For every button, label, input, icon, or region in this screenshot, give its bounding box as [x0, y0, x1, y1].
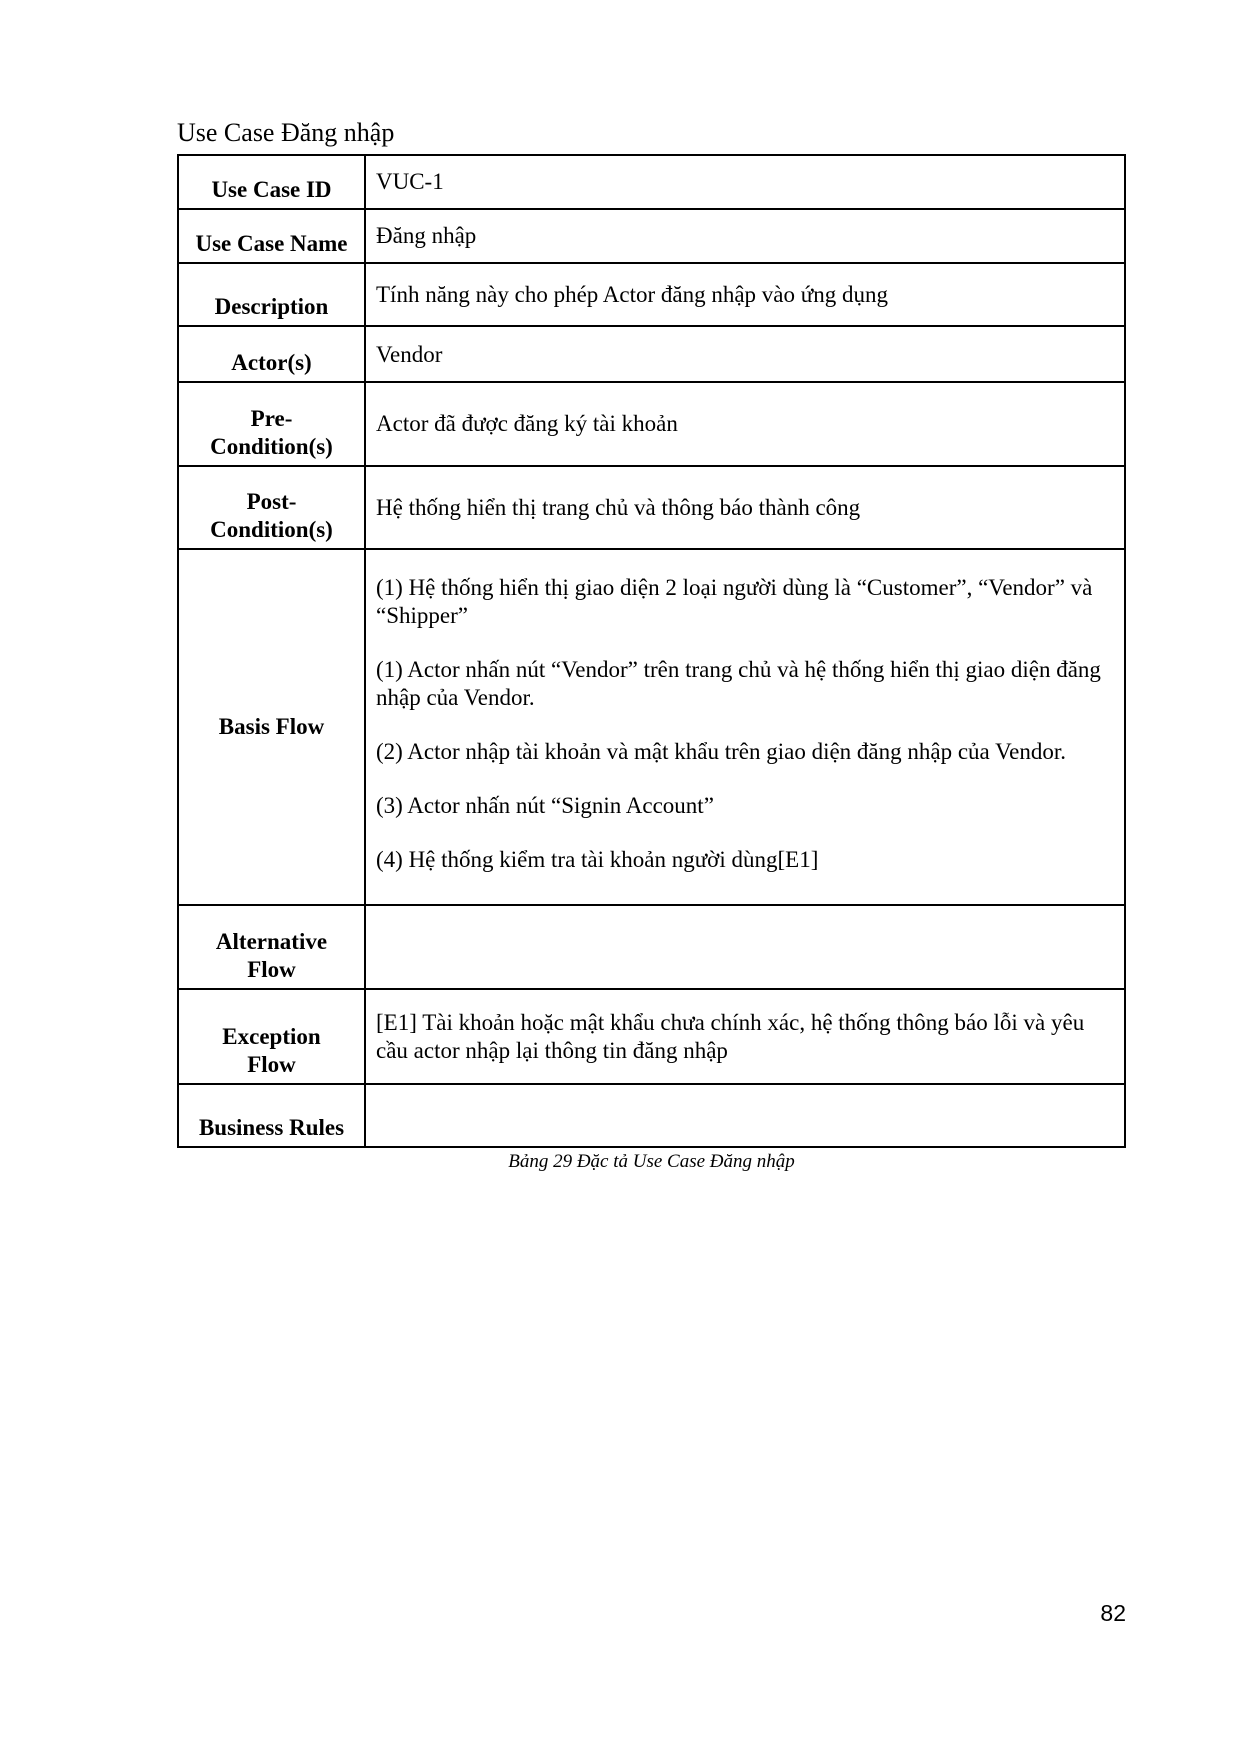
post-conditions-label-line1: Post- [246, 489, 297, 514]
table-row-basis-flow [178, 549, 1125, 905]
exception-flow-value: [E1] Tài khoản hoặc mật khẩu chưa chính xác, hệ thống thông báo lỗi và yêu cầu actor nhập lại thông tin đăng nhập [365, 989, 1125, 1084]
basis-flow-label: Basis Flow [178, 549, 365, 905]
post-conditions-value: Hệ thống hiển thị trang chủ và thông báo thành công [365, 466, 1125, 549]
alternative-flow-label-line1: Alternative [215, 929, 328, 954]
table-row-actors [178, 326, 1125, 382]
description-label: Description [178, 263, 365, 326]
pre-conditions-label-line2: Condition(s) [210, 434, 333, 459]
actors-label: Actor(s) [178, 326, 365, 382]
basis-flow-step: (1) Actor nhấn nút “Vendor” trên trang chủ và hệ thống hiển thị giao diện đăng nhập của Vendor. [376, 657, 1101, 710]
pre-conditions-label-line1: Pre- [250, 406, 293, 431]
basis-flow-step: (2) Actor nhập tài khoản và mật khẩu trên giao diện đăng nhập của Vendor. [376, 739, 1067, 764]
use-case-id-value: VUC-1 [365, 155, 1125, 209]
use-case-name-label: Use Case Name [178, 209, 365, 263]
page-number: 82 [1100, 1600, 1126, 1626]
business-rules-label: Business Rules [178, 1084, 365, 1147]
actors-value: Vendor [365, 326, 1125, 382]
basis-flow-steps [365, 549, 1125, 905]
table-caption: Bảng 29 Đặc tả Use Case Đăng nhập [508, 1151, 795, 1172]
post-conditions-label [178, 466, 365, 549]
pre-conditions-label [178, 382, 365, 466]
table-row-post-conditions [178, 466, 1125, 549]
table-row-business-rules [178, 1084, 1125, 1147]
table-row-use-case-id [178, 155, 1125, 209]
pre-conditions-value: Actor đã được đăng ký tài khoản [365, 382, 1125, 466]
basis-flow-step: (4) Hệ thống kiểm tra tài khoản người dùng[E1] [376, 847, 819, 872]
table-row-use-case-name [178, 209, 1125, 263]
post-conditions-label-line2: Condition(s) [210, 517, 333, 542]
use-case-name-value: Đăng nhập [365, 209, 1125, 263]
exception-flow-label-line1: Exception [222, 1024, 321, 1049]
table-row-description [178, 263, 1125, 326]
basis-flow-step: (3) Actor nhấn nút “Signin Account” [376, 793, 714, 818]
table-row-pre-conditions [178, 382, 1125, 466]
exception-flow-label-line2: Flow [247, 1052, 296, 1077]
table-row-alternative-flow [178, 905, 1125, 989]
alternative-flow-label-line2: Flow [247, 957, 296, 982]
table-row-exception-flow [178, 989, 1125, 1084]
description-value: Tính năng này cho phép Actor đăng nhập vào ứng dụng [365, 263, 1125, 326]
section-heading: Use Case Đăng nhập [177, 118, 395, 147]
alternative-flow-value [365, 905, 1125, 989]
alternative-flow-label [178, 905, 365, 989]
basis-flow-step: (1) Hệ thống hiển thị giao diện 2 loại người dùng là “Customer”, “Vendor” và “Shipper” [376, 575, 1093, 628]
use-case-table [177, 154, 1126, 1148]
exception-flow-label [178, 989, 365, 1084]
use-case-id-label: Use Case ID [178, 155, 365, 209]
business-rules-value [365, 1084, 1125, 1147]
